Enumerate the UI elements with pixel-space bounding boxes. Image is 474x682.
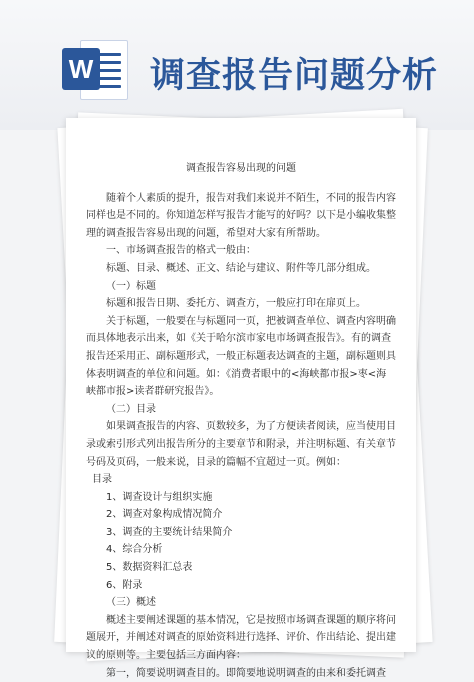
document-title: 调查报告容易出现的问题 (186, 163, 296, 174)
paragraph: 标题、目录、概述、正文、结论与建议、附件等几部分组成。 (106, 262, 376, 274)
toc-item: 3、调查的主要统计结果简介 (106, 526, 233, 538)
toc-item: 4、综合分析 (106, 544, 163, 556)
toc-item: 1、调查设计与组织实施 (106, 491, 213, 503)
section-heading: （二）目录 (106, 403, 156, 415)
word-logo-badge: W (62, 48, 100, 90)
toc-heading: 目录 (92, 474, 112, 486)
paragraph: 第一，简要说明调查目的。即简要地说明调查的由来和委托调查 (106, 667, 386, 679)
toc-item: 2、调查对象构成情况简介 (106, 509, 223, 521)
paragraph: 关于标题，一般要在与标题同一页，把被调查单位、调查内容明确而具体地表示出来，如《关于哈尔滨市家电市场调查报告》。有的调查报告还采用正、副标题形式，一般正标题表达调查的主题，副标题则具体表明调查的单位和问题。如：《消费者眼中的<海峡都市报>枣<海峡都市报>读者群研究报告》。 (86, 315, 396, 398)
toc-item: 6、附录 (106, 579, 143, 591)
paragraph: 概述主要阐述课题的基本情况，它是按照市场调查课题的顺序将问题展开，并阐述对调查的原始资料进行选择、评价、作出结论、提出建议的原则等。主要包括三方面内容： (86, 614, 396, 662)
paragraph: 标题和报告日期、委托方、调查方，一般应打印在扉页上。 (106, 298, 366, 310)
document-body (86, 160, 396, 682)
toc-item: 5、数据资料汇总表 (106, 562, 193, 574)
paragraph: 如果调查报告的内容、页数较多，为了方便读者阅读，应当使用目录或索引形式列出报告所分的主要章节和附录，并注明标题、有关章节号码及页码，一般来说，目录的篇幅不宜超过一页。例如： (86, 421, 396, 468)
section-heading: （一）标题 (106, 280, 156, 292)
paragraph: 一、市场调查报告的格式一般由： (106, 245, 256, 257)
document-page (66, 118, 416, 679)
banner-title: 调查报告问题分析 (150, 56, 439, 96)
word-document-icon (62, 38, 128, 100)
section-heading: （三）概述 (106, 597, 156, 609)
paragraph: 随着个人素质的提升，报告对我们来说并不陌生，不同的报告内容同样也是不同的。你知道怎样写报告才能写的好吗？以下是小编收集整理的调查报告容易出现的问题，希望对大家有所帮助。 (86, 192, 396, 239)
